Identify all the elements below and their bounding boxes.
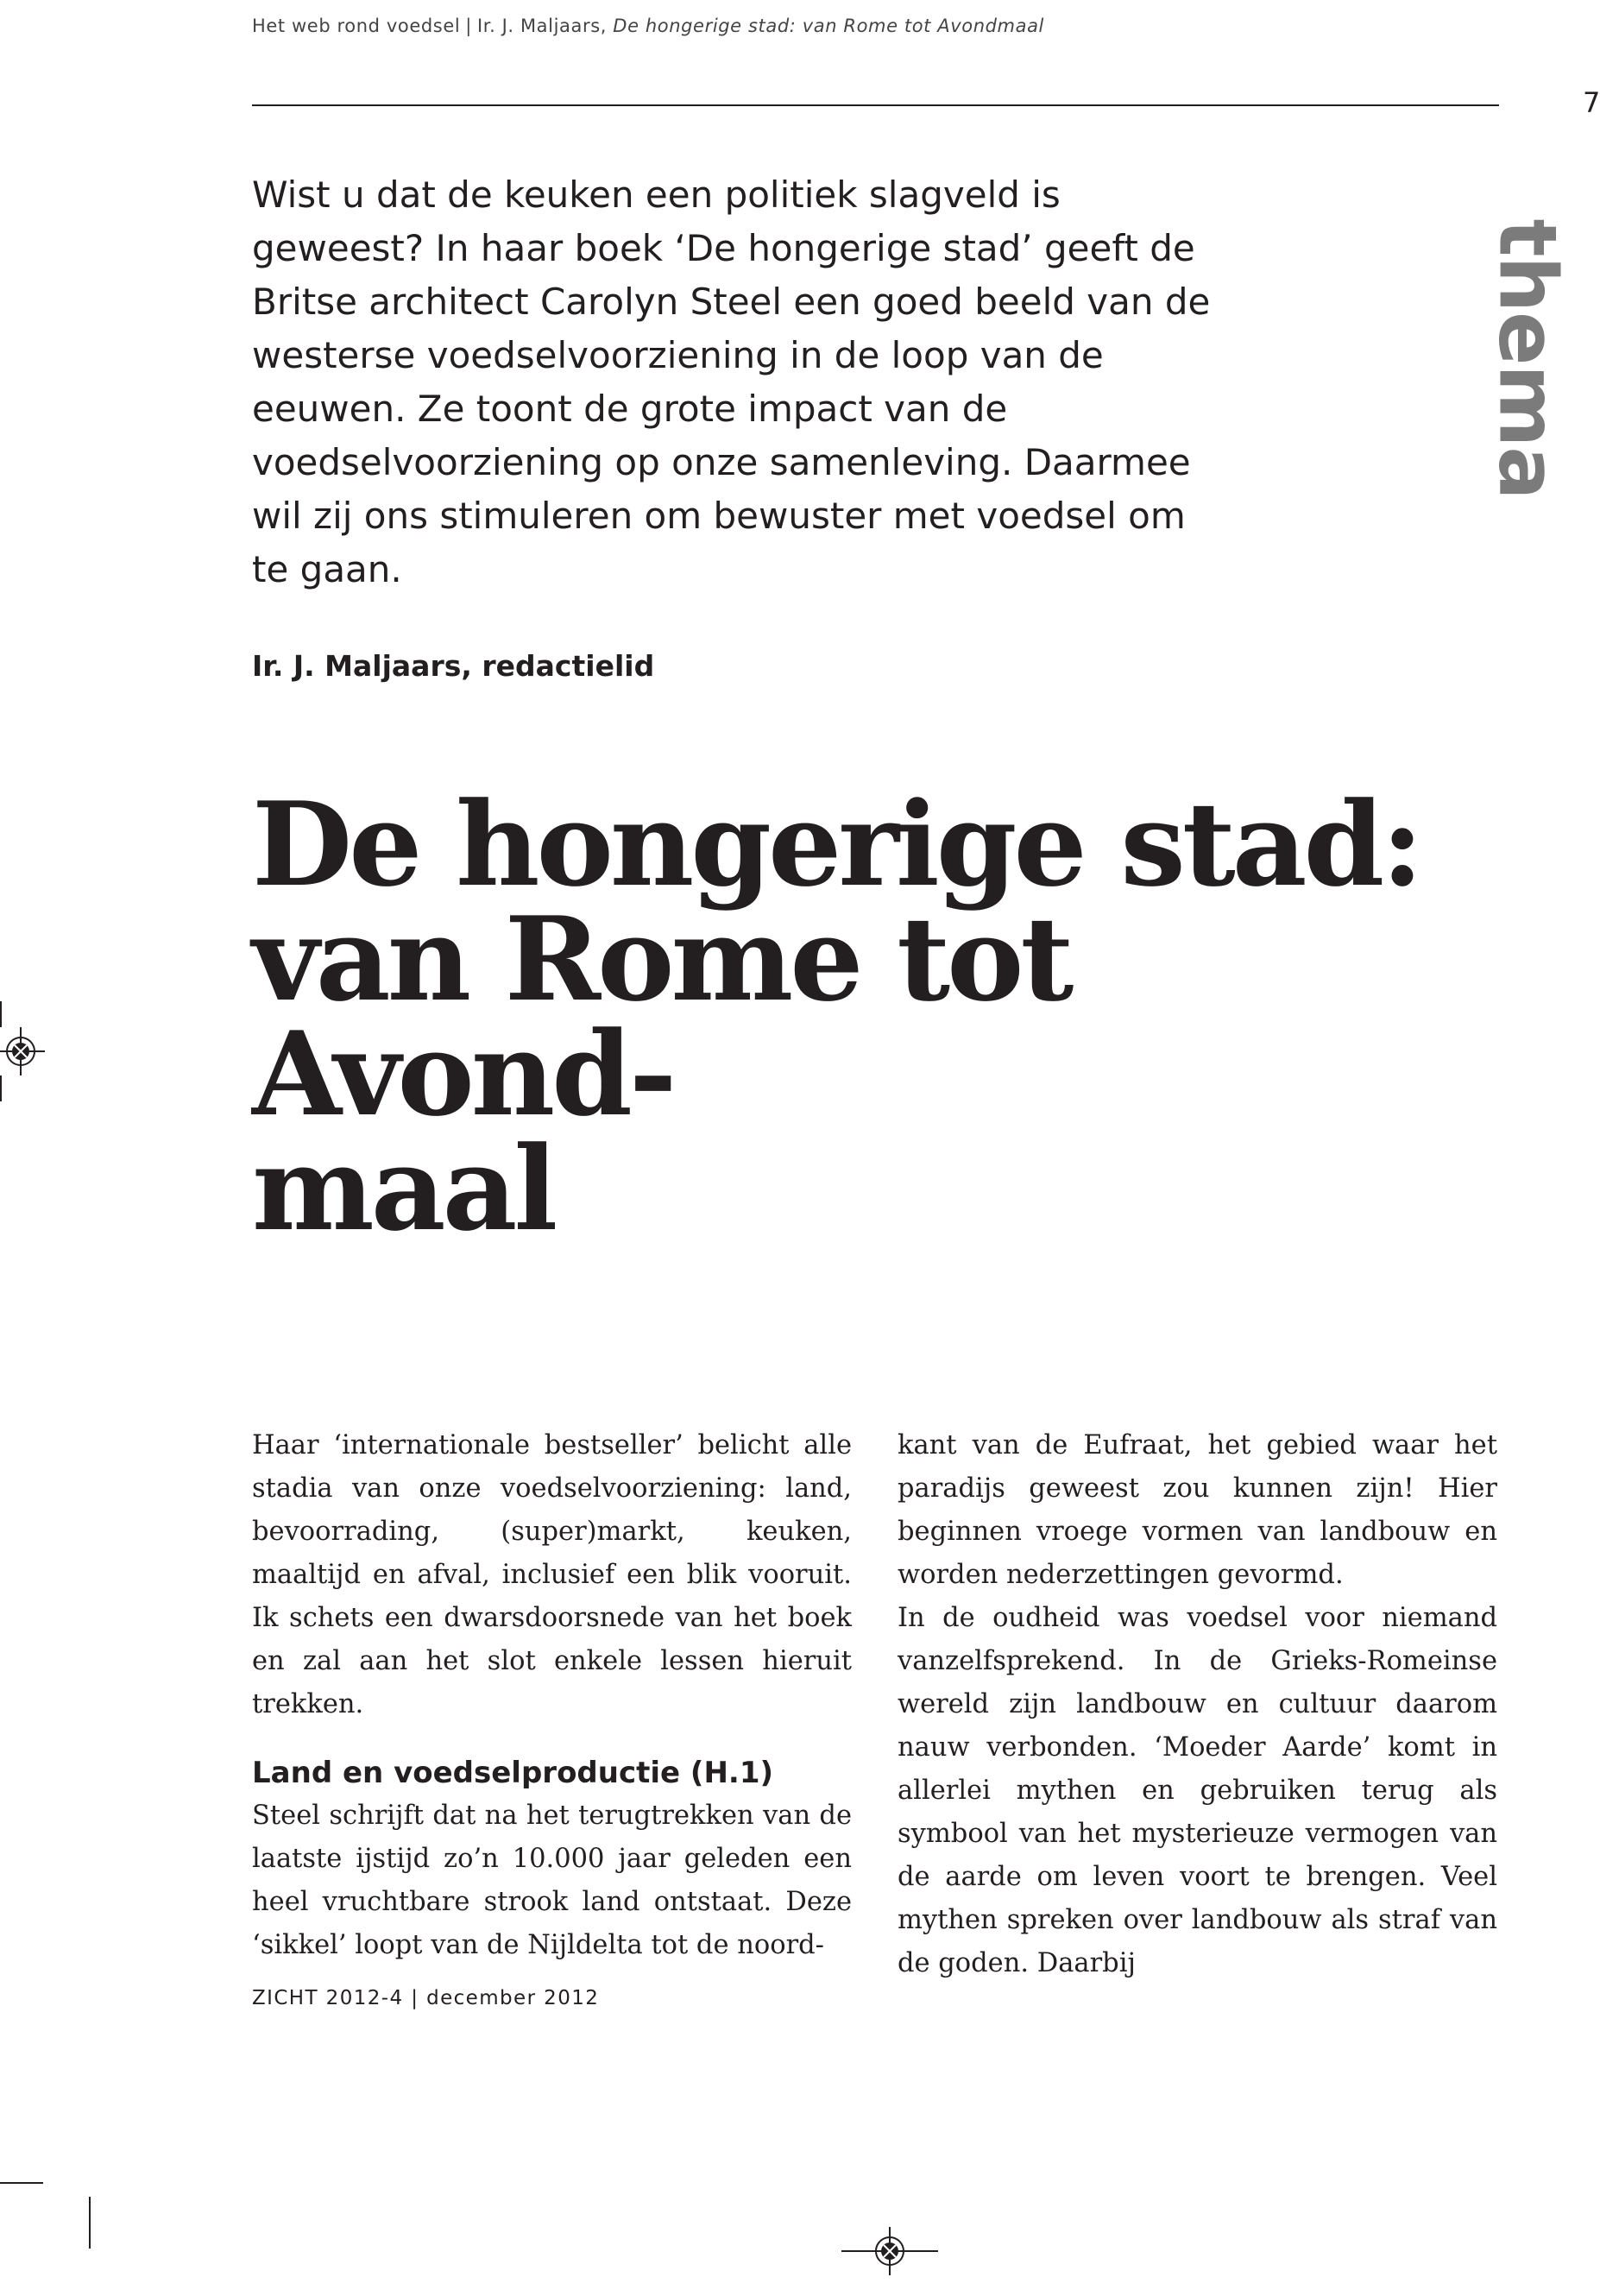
byline: Ir. J. Maljaars, redactielid [252, 649, 655, 683]
crop-mark [0, 1075, 2, 1101]
registration-mark-icon [0, 1027, 45, 1075]
article-title-line-2: van Rome tot Avond- [252, 891, 1071, 1142]
running-header-publication: Het web rond voedsel [252, 16, 461, 36]
running-header-separator: | [465, 16, 472, 36]
page-number: 7 [1583, 86, 1600, 119]
article-title [252, 776, 1460, 1257]
running-header-article-title: De hongerige stad: van Rome tot Avondmaal [613, 16, 1044, 36]
article-title-line-3: maal [252, 1120, 555, 1257]
crop-mark [841, 2250, 866, 2252]
body-paragraph: Haar ‘internationale bestseller’ belicht alle stadia van onze voedselvoorziening: land, bevoorrading, (super)markt, keuken, maaltijd en afval, inclusief een blik vooruit. Ik schets een dwarsdoorsnede van het boek en zal aan het slot enkele lessen hieruit trekken. [252, 1430, 852, 1719]
running-header [252, 16, 1044, 36]
header-rule [252, 104, 1499, 106]
page-footer: ZICHT 2012-4 | december 2012 [252, 1987, 600, 2009]
body-paragraph: In de oudheid was voedsel voor niemand vanzelfsprekend. In de Grieks-Romeinse wereld zijn landbouw en cultuur daarom nauw verbonden. ‘Moeder Aarde’ komt in allerlei mythen en gebruiken terug als symbool van het mysterieuze vermogen van de aarde om leven voort te brengen. Veel mythen spreken over landbouw als straf van de goden. Daarbij [898, 1603, 1497, 1978]
body-paragraph: kant van de Eufraat, het gebied waar het paradijs geweest zou kunnen zijn! Hier beginnen vroege vormen van landbouw en worden nederzettingen gevormd. [898, 1430, 1497, 1590]
section-heading: Land en voedselproductie (H.1) [252, 1756, 774, 1790]
body-column-left [252, 1424, 852, 1967]
crop-mark [914, 2250, 938, 2252]
running-header-author: Ir. J. Maljaars, [476, 16, 608, 36]
article-title-line-1: De hongerige stad: [252, 776, 1420, 912]
registration-mark-icon [866, 2227, 914, 2275]
crop-mark [89, 2197, 91, 2249]
crop-mark [0, 1001, 2, 1027]
crop-mark [0, 2182, 43, 2184]
body-column-right [898, 1424, 1497, 1985]
body-paragraph: Steel schrijft dat na het terugtrekken van de laatste ijstijd zo’n 10.000 jaar geleden een heel vruchtbare strook land ontstaat. Deze ‘sikkel’ loopt van de Nijldelta tot de noord- [252, 1801, 852, 1960]
intro-paragraph: Wist u dat de keuken een politiek slagveld is geweest? In haar boek ‘De hongerige stad’ geeft de Britse architect Carolyn Steel een goed beeld van de westerse voedselvoorziening in de loop van de eeuwen. Ze toont de grote impact van de voedselvoorziening op onze samenleving. Daarmee wil zij ons stimuleren om bewuster met voedsel om te gaan. [252, 173, 1211, 590]
section-tag: thema [1481, 218, 1574, 500]
